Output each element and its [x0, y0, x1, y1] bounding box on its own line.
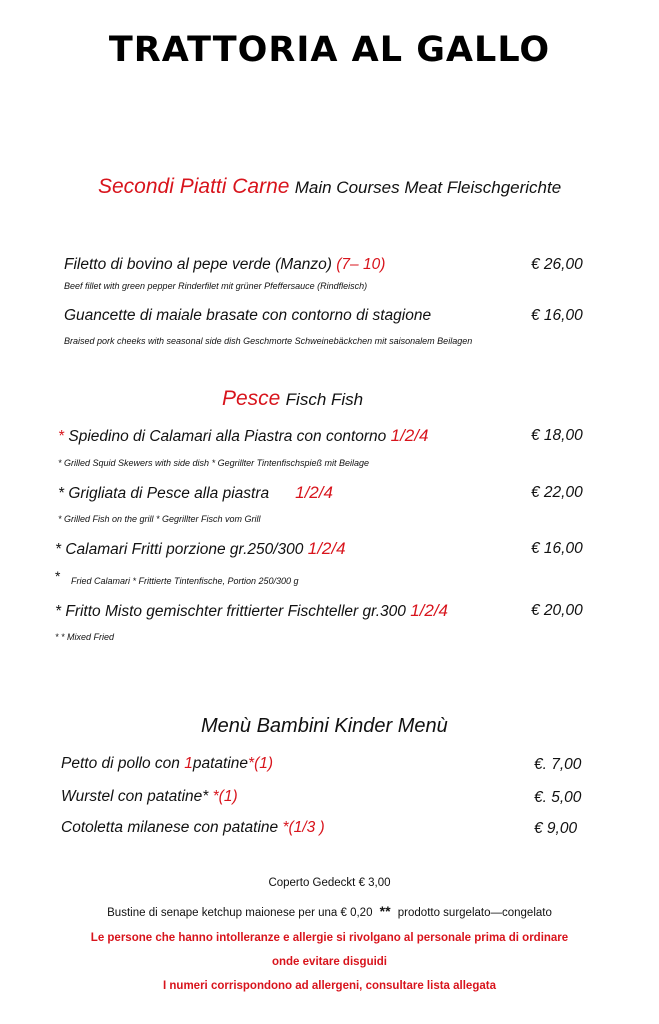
restaurant-title: TRATTORIA AL GALLO	[108, 30, 551, 70]
section-heading-meat	[98, 175, 561, 199]
allergen-codes: *(1)	[212, 788, 238, 805]
menu-item-price: € 16,00	[531, 307, 583, 324]
menu-item-price: € 9,00	[534, 820, 578, 837]
allergen-codes: *(1)	[248, 755, 274, 772]
section-heading-fish-translation: Fisch Fish	[285, 390, 364, 409]
menu-item-description: Fried Calamari * Frittierte Tintenfische, Portion 250/300 g	[71, 576, 299, 586]
section-heading-fish	[222, 387, 363, 411]
menu-item-name: * Calamari Fritti porzione gr.250/300 1/2/4	[55, 539, 346, 558]
menu-item-description: * Grilled Fish on the grill * Gegrillter Fisch vom Grill	[58, 514, 261, 524]
menu-item-name: Wurstel con patatine* *(1)	[61, 788, 238, 805]
menu-item-price: € 26,00	[531, 256, 583, 273]
allergy-warning: Le persone che hanno intolleranze e allergie si rivolgano al personale prima di ordinare	[90, 932, 569, 944]
condiments-note: Bustine di senape ketchup maionese per una € 0,20 ** prodotto surgelato—congelato	[107, 903, 552, 919]
menu-item-price: € 18,00	[531, 427, 583, 444]
description-star: *	[55, 568, 61, 584]
allergy-warning-2: onde evitare disguidi	[271, 956, 388, 968]
allergen-codes: (7– 10)	[336, 256, 386, 273]
frozen-marker: **	[379, 903, 391, 919]
section-heading-meat-translation: Main Courses Meat Fleischgerichte	[294, 178, 562, 197]
menu-item-price: € 22,00	[531, 484, 583, 501]
menu-item-price: € 16,00	[531, 540, 583, 557]
section-heading-meat-italian: Secondi Piatti Carne	[98, 175, 290, 198]
section-heading-fish-italian: Pesce	[222, 387, 281, 410]
menu-item-price: €. 7,00	[534, 756, 582, 773]
allergen-codes: 1/2/4	[295, 483, 333, 502]
section-heading-kids: Menù Bambini Kinder Menù	[201, 715, 448, 737]
allergen-codes: 1/2/4	[307, 539, 346, 558]
menu-item-price: €. 5,00	[534, 789, 582, 806]
cover-charge: Coperto Gedeckt € 3,00	[268, 877, 391, 889]
menu-item-description: Beef fillet with green pepper Rinderfilet mit grüner Pfeffersauce (Rindfleisch)	[64, 281, 368, 291]
allergen-codes: 1/2/4	[410, 601, 448, 620]
menu-item-name: Petto di pollo con 1patatine*(1)	[61, 755, 274, 772]
allergen-list-note: I numeri corrispondono ad allergeni, consultare lista allegata	[163, 980, 496, 992]
menu-item-price: € 20,00	[531, 602, 583, 619]
menu-item-description: * Grilled Squid Skewers with side dish * Gegrillter Tintenfischspieß mit Beilage	[58, 458, 370, 468]
menu-item-name: Cotoletta milanese con patatine *(1/3 )	[61, 819, 325, 836]
menu-item-description: * * Mixed Fried	[55, 632, 115, 642]
menu-item-name: * Fritto Misto gemischter frittierter Fischteller gr.300 1/2/4	[55, 601, 448, 620]
menu-item-name: * Spiedino di Calamari alla Piastra con contorno 1/2/4	[58, 426, 429, 445]
menu-item-name: * Grigliata di Pesce alla piastra 1/2/4	[58, 483, 333, 502]
menu-item-name: Filetto di bovino al pepe verde (Manzo) (7– 10)	[64, 256, 386, 273]
allergen-codes: *(1/3 )	[282, 819, 325, 836]
allergen-codes: 1/2/4	[390, 426, 429, 445]
menu-item-description: Braised pork cheeks with seasonal side dish Geschmorte Schweinebäckchen mit saisonalem Beilagen	[64, 336, 473, 346]
frozen-note: prodotto surgelato—congelato	[397, 907, 552, 919]
menu-item-name: Guancette di maiale brasate con contorno di stagione	[64, 307, 432, 324]
